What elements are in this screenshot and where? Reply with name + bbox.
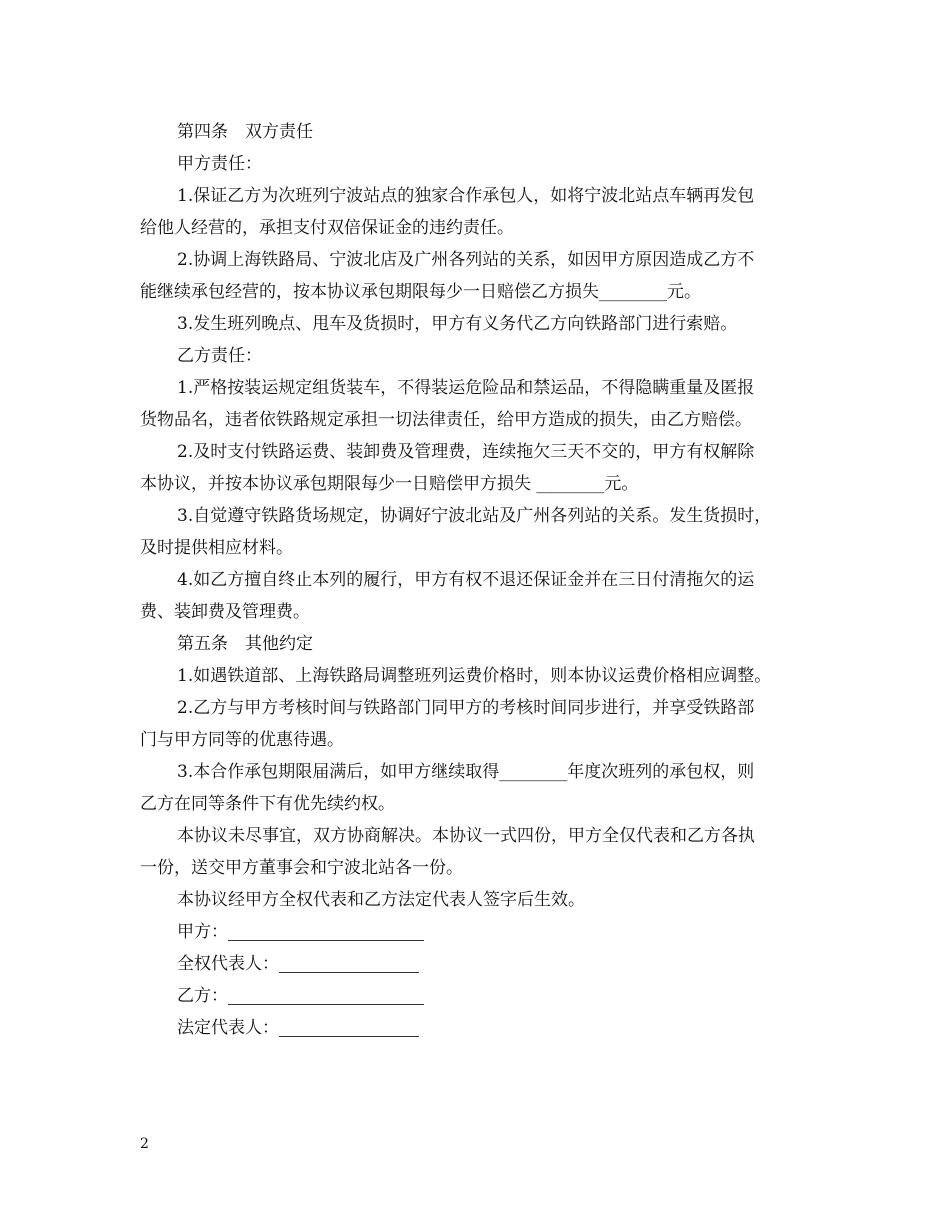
paragraph-line: 2.及时支付铁路运费、装卸费及管理费，连续拖欠三天不交的，甲方有权解除	[177, 442, 755, 462]
paragraph-line: 1.如遇铁道部、上海铁路局调整班列运费价格时，则本协议运费价格相应调整。	[177, 666, 772, 686]
paragraph-line: 给他人经营的，承担支付双倍保证金的违约责任。	[140, 218, 514, 238]
signature-blank[interactable]	[228, 920, 424, 941]
signature-label: 全权代表人：	[177, 954, 279, 974]
signature-label: 甲方：	[177, 922, 228, 942]
paragraph-line: 乙方在同等条件下有优先续约权。	[140, 794, 395, 814]
signature-blank[interactable]	[279, 952, 419, 973]
paragraph-line: 1.保证乙方为次班列宁波站点的独家合作承包人，如将宁波北站点车辆再发包	[177, 186, 755, 206]
paragraph-line: 本协议，并按本协议承包期限每少一日赔偿甲方损失 ________元。	[140, 474, 639, 494]
paragraph-line: 门与甲方同等的优惠待遇。	[140, 730, 344, 750]
signature-label: 乙方：	[177, 986, 228, 1006]
signature-party-b	[140, 980, 820, 1012]
paragraph-line: 2.协调上海铁路局、宁波北店及广州各列站的关系，如因甲方原因造成乙方不	[177, 250, 755, 270]
paragraph-line: 费、装卸费及管理费。	[140, 602, 310, 622]
signature-blank[interactable]	[279, 1016, 419, 1037]
paragraph-line: 1.严格按装运规定组货装车，不得装运危险品和禁运品，不得隐瞒重量及匿报	[177, 378, 755, 398]
party-b-responsibility-title: 乙方责任：	[177, 346, 262, 366]
paragraph-line: 3.自觉遵守铁路货场规定，协调好宁波北站及广州各列站的关系。发生货损时，	[177, 506, 772, 526]
closing-line: 一份，送交甲方董事会和宁波北站各一份。	[140, 858, 463, 878]
page-number: 2	[140, 1136, 149, 1152]
signature-label: 法定代表人：	[177, 1018, 279, 1038]
paragraph-line: 2.乙方与甲方考核时间与铁路部门同甲方的考核时间同步进行，并享受铁路部	[177, 698, 755, 718]
article-5-heading: 第五条 其他约定	[177, 634, 313, 654]
paragraph-line: 及时提供相应材料。	[140, 538, 293, 558]
article-4-heading: 第四条 双方责任	[177, 122, 313, 142]
signature-party-a	[140, 916, 820, 948]
closing-line: 本协议经甲方全权代表和乙方法定代表人签字后生效。	[177, 890, 585, 910]
paragraph-line: 3.本合作承包期限届满后，如甲方继续取得________年度次班列的承包权，则	[177, 762, 755, 782]
closing-line: 本协议未尽事宜，双方协商解决。本协议一式四份，甲方全仅代表和乙方各执	[177, 826, 755, 846]
document-body	[140, 116, 820, 1044]
signature-blank[interactable]	[228, 984, 424, 1005]
paragraph-line: 货物品名，违者依铁路规定承担一切法律责任，给甲方造成的损失，由乙方赔偿。	[140, 410, 752, 430]
paragraph-line: 3.发生班列晚点、甩车及货损时，甲方有义务代乙方向铁路部门进行索赔。	[177, 314, 738, 334]
party-a-responsibility-title: 甲方责任：	[177, 154, 262, 174]
paragraph-line: 4.如乙方擅自终止本列的履行，甲方有权不退还保证金并在三日付清拖欠的运	[177, 570, 755, 590]
signature-authorized-representative	[140, 948, 820, 980]
signature-legal-representative	[140, 1012, 820, 1044]
paragraph-line: 能继续承包经营的，按本协议承包期限每少一日赔偿乙方损失________元。	[140, 282, 701, 302]
